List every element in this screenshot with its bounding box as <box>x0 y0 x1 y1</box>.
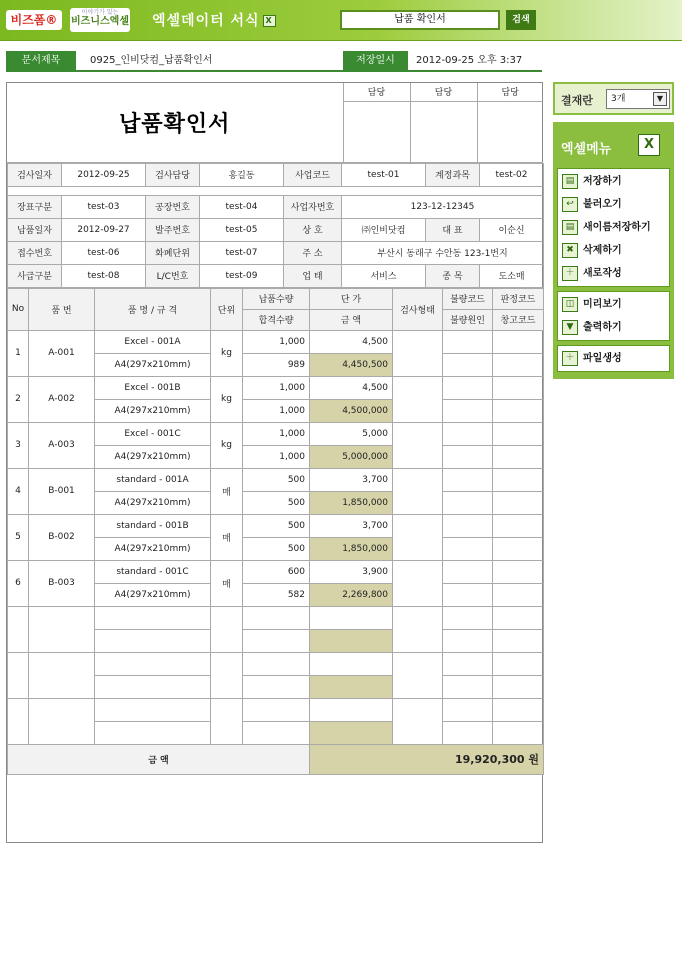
item-code-cell[interactable]: B-002 <box>29 514 95 560</box>
item-name-cell[interactable]: standard - 001C <box>95 560 211 583</box>
approver-3-sign[interactable] <box>477 101 543 162</box>
excel-menu-title: 엑셀메뉴 <box>561 142 612 157</box>
item-name-cell[interactable]: standard - 001A <box>95 468 211 491</box>
item-inspection-cell[interactable] <box>393 514 443 560</box>
trash-icon: ✖ <box>562 243 578 258</box>
item-row <box>8 422 544 445</box>
item-unit-cell[interactable]: kg <box>211 330 243 376</box>
empty-cell[interactable] <box>211 652 243 698</box>
file-create-icon: ＋ <box>562 351 578 366</box>
item-code-cell[interactable]: B-001 <box>29 468 95 514</box>
item-unit-cell[interactable]: kg <box>211 422 243 468</box>
item-warehouse-cell[interactable] <box>493 491 544 514</box>
info-spacer-row <box>8 186 544 195</box>
items-table <box>7 288 544 775</box>
item-pass-qty-cell[interactable]: 1,000 <box>243 445 310 468</box>
doc-title-label: 문서제목 <box>6 51 76 70</box>
col-judge-code: 판정코드 <box>493 288 544 309</box>
empty-cell[interactable] <box>443 629 493 652</box>
info-value[interactable]: 2012-09-25 <box>62 163 146 186</box>
empty-row <box>8 606 544 629</box>
item-spec-cell[interactable]: A4(297x210mm) <box>95 445 211 468</box>
col-passed-qty: 합격수량 <box>243 309 310 330</box>
approval-count-value: 3개 <box>611 94 626 104</box>
item-unit-cell[interactable]: kg <box>211 376 243 422</box>
empty-cell[interactable] <box>443 721 493 744</box>
item-pass-qty-cell[interactable]: 582 <box>243 583 310 606</box>
item-no-cell: 5 <box>8 514 29 560</box>
save-icon: ▤ <box>562 174 578 189</box>
item-defect-reason-cell[interactable] <box>443 583 493 606</box>
item-row <box>8 514 544 537</box>
info-label: L/C번호 <box>146 264 200 287</box>
item-qty-cell[interactable]: 1,000 <box>243 376 310 399</box>
col-defect-code: 불량코드 <box>443 288 493 309</box>
item-code-cell[interactable]: B-003 <box>29 560 95 606</box>
info-value[interactable]: test-04 <box>200 195 284 218</box>
empty-amount-cell <box>310 675 393 698</box>
empty-cell[interactable] <box>443 652 493 675</box>
item-qty-cell[interactable]: 1,000 <box>243 422 310 445</box>
info-value[interactable]: 부산시 동래구 수안동 123-1번지 <box>342 241 544 264</box>
item-pass-qty-cell[interactable]: 500 <box>243 491 310 514</box>
empty-cell[interactable] <box>8 652 29 698</box>
item-defect-reason-cell[interactable] <box>443 353 493 376</box>
empty-cell[interactable] <box>243 606 310 629</box>
empty-cell[interactable] <box>95 606 211 629</box>
menu-item-label: 미리보기 <box>583 299 622 310</box>
item-qty-cell[interactable]: 500 <box>243 514 310 537</box>
empty-cell[interactable] <box>95 675 211 698</box>
item-price-cell[interactable]: 4,500 <box>310 376 393 399</box>
empty-row <box>8 652 544 675</box>
print-icon: ▼ <box>562 320 578 335</box>
form-header-table <box>7 83 543 163</box>
empty-cell[interactable] <box>310 698 393 721</box>
menu-item-trash[interactable] <box>558 239 669 262</box>
item-inspection-cell[interactable] <box>393 560 443 606</box>
info-label: 공장번호 <box>146 195 200 218</box>
bizpum-logo-text: 비즈폼® <box>10 13 58 27</box>
item-judge-code-cell[interactable] <box>493 422 544 445</box>
empty-cell[interactable] <box>243 652 310 675</box>
item-warehouse-cell[interactable] <box>493 537 544 560</box>
info-label: 업 태 <box>284 264 342 287</box>
info-value[interactable]: test-02 <box>480 163 544 186</box>
menu-item-preview[interactable] <box>558 293 669 316</box>
item-row <box>8 468 544 491</box>
empty-cell[interactable] <box>443 698 493 721</box>
item-spec-cell[interactable]: A4(297x210mm) <box>95 353 211 376</box>
item-spec-cell[interactable]: A4(297x210mm) <box>95 537 211 560</box>
item-spec-cell[interactable]: A4(297x210mm) <box>95 491 211 514</box>
item-amount-cell: 1,850,000 <box>310 491 393 514</box>
item-unit-cell[interactable]: 매 <box>211 468 243 514</box>
info-label: 검사일자 <box>8 163 62 186</box>
item-inspection-cell[interactable] <box>393 330 443 376</box>
item-row <box>8 376 544 399</box>
item-no-cell: 4 <box>8 468 29 514</box>
col-defect-reason: 불량원인 <box>443 309 493 330</box>
approval-count-panel <box>553 82 674 115</box>
doc-info-underline <box>6 70 542 72</box>
item-name-cell[interactable]: standard - 001B <box>95 514 211 537</box>
total-amount: 19,920,300 원 <box>310 744 544 774</box>
info-label: 사업자번호 <box>284 195 342 218</box>
doc-title-value: 0925_인비닷컴_납품확인서 <box>90 55 213 66</box>
item-name-cell[interactable]: Excel - 001A <box>95 330 211 353</box>
search-button[interactable]: 검색 <box>506 10 536 30</box>
sidebar <box>553 82 674 379</box>
chevron-down-icon[interactable]: ▼ <box>653 92 667 106</box>
menu-item-label: 출력하기 <box>583 322 622 333</box>
saved-time-value: 2012-09-25 오후 3:37 <box>416 55 523 66</box>
info-value[interactable]: test-03 <box>62 195 146 218</box>
info-label: 대 표 <box>426 218 480 241</box>
empty-cell[interactable] <box>310 652 393 675</box>
info-value[interactable]: test-07 <box>200 241 284 264</box>
item-row <box>8 560 544 583</box>
menu-item-label: 새로작성 <box>583 268 622 279</box>
item-no-cell: 6 <box>8 560 29 606</box>
menu-item-new-document[interactable] <box>558 262 669 285</box>
item-inspection-cell[interactable] <box>393 422 443 468</box>
menu-item-print[interactable] <box>558 316 669 339</box>
info-value[interactable]: 도소매 <box>480 264 544 287</box>
item-defect-code-cell[interactable] <box>443 422 493 445</box>
form-title-cell <box>7 83 343 162</box>
menu-group-file <box>557 168 670 287</box>
col-warehouse-code: 창고코드 <box>493 309 544 330</box>
empty-cell[interactable] <box>8 606 29 652</box>
info-value[interactable]: 2012-09-27 <box>62 218 146 241</box>
info-value[interactable]: test-06 <box>62 241 146 264</box>
top-bar <box>0 0 682 41</box>
info-value[interactable]: 홍길동 <box>200 163 284 186</box>
item-judge-code-cell[interactable] <box>493 560 544 583</box>
info-value[interactable]: test-08 <box>62 264 146 287</box>
load-icon: ↩ <box>562 197 578 212</box>
empty-cell[interactable] <box>493 721 544 744</box>
item-name-cell[interactable]: Excel - 001B <box>95 376 211 399</box>
item-row <box>8 330 544 353</box>
empty-cell[interactable] <box>493 629 544 652</box>
menu-item-file-create[interactable] <box>558 347 669 370</box>
form-title: 납품확인서 <box>119 111 231 137</box>
item-amount-cell: 1,850,000 <box>310 537 393 560</box>
item-defect-code-cell[interactable] <box>443 560 493 583</box>
empty-cell[interactable] <box>29 652 95 698</box>
empty-cell[interactable] <box>493 698 544 721</box>
col-delivered-qty: 납품수량 <box>243 288 310 309</box>
item-pass-qty-cell[interactable]: 989 <box>243 353 310 376</box>
item-amount-cell: 4,500,000 <box>310 399 393 422</box>
item-judge-code-cell[interactable] <box>493 468 544 491</box>
empty-cell[interactable] <box>211 698 243 744</box>
item-price-cell[interactable]: 3,700 <box>310 468 393 491</box>
item-price-cell[interactable]: 4,500 <box>310 330 393 353</box>
excel-menu <box>553 122 674 379</box>
empty-cell[interactable] <box>29 606 95 652</box>
item-unit-cell[interactable]: 매 <box>211 514 243 560</box>
excel-logo-icon: X <box>638 134 660 156</box>
item-warehouse-cell[interactable] <box>493 445 544 468</box>
menu-item-load[interactable] <box>558 193 669 216</box>
app-title <box>152 10 276 30</box>
empty-cell[interactable] <box>393 652 443 698</box>
total-label: 금 액 <box>8 744 310 774</box>
empty-cell[interactable] <box>443 606 493 629</box>
menu-item-label: 삭제하기 <box>583 245 622 256</box>
item-defect-code-cell[interactable] <box>443 330 493 353</box>
item-no-cell: 2 <box>8 376 29 422</box>
info-value[interactable]: 123-12-12345 <box>342 195 544 218</box>
empty-row <box>8 698 544 721</box>
item-price-cell[interactable]: 3,900 <box>310 560 393 583</box>
menu-item-save-as[interactable] <box>558 216 669 239</box>
empty-cell[interactable] <box>310 606 393 629</box>
empty-cell[interactable] <box>443 675 493 698</box>
item-no-cell: 1 <box>8 330 29 376</box>
item-qty-cell[interactable]: 500 <box>243 468 310 491</box>
menu-item-label: 불러오기 <box>583 199 622 210</box>
item-spec-cell[interactable]: A4(297x210mm) <box>95 399 211 422</box>
empty-cell[interactable] <box>95 629 211 652</box>
approver-1-label: 담당 <box>343 83 410 101</box>
search-input[interactable]: 납품 확인서 <box>340 10 500 30</box>
info-label: 접수번호 <box>8 241 62 264</box>
menu-item-save[interactable] <box>558 170 669 193</box>
item-name-cell[interactable]: Excel - 001C <box>95 422 211 445</box>
item-warehouse-cell[interactable] <box>493 353 544 376</box>
biz-excel-logo[interactable] <box>70 8 130 32</box>
approval-count-select[interactable] <box>606 89 670 109</box>
info-value[interactable]: 이순신 <box>480 218 544 241</box>
info-label: 장표구분 <box>8 195 62 218</box>
item-inspection-cell[interactable] <box>393 376 443 422</box>
empty-cell[interactable] <box>243 675 310 698</box>
item-defect-reason-cell[interactable] <box>443 537 493 560</box>
col-amount: 금 액 <box>310 309 393 330</box>
empty-cell[interactable] <box>493 675 544 698</box>
info-value[interactable]: test-05 <box>200 218 284 241</box>
info-label: 종 목 <box>426 264 480 287</box>
empty-cell[interactable] <box>29 698 95 744</box>
menu-item-label: 파일생성 <box>583 353 622 364</box>
info-value[interactable]: test-09 <box>200 264 284 287</box>
saved-time-label: 저장일시 <box>343 51 408 70</box>
empty-cell[interactable] <box>493 606 544 629</box>
item-pass-qty-cell[interactable]: 1,000 <box>243 399 310 422</box>
excel-menu-header <box>557 128 670 164</box>
item-defect-code-cell[interactable] <box>443 468 493 491</box>
col-unit-price: 단 가 <box>310 288 393 309</box>
item-defect-code-cell[interactable] <box>443 514 493 537</box>
preview-icon: ◫ <box>562 297 578 312</box>
item-pass-qty-cell[interactable]: 500 <box>243 537 310 560</box>
info-label: 상 호 <box>284 218 342 241</box>
approver-3-label: 담당 <box>477 83 543 101</box>
empty-cell[interactable] <box>243 721 310 744</box>
item-amount-cell: 2,269,800 <box>310 583 393 606</box>
info-label: 발주번호 <box>146 218 200 241</box>
info-label: 계정과목 <box>426 163 480 186</box>
empty-cell[interactable] <box>393 606 443 652</box>
item-defect-code-cell[interactable] <box>443 376 493 399</box>
item-price-cell[interactable]: 5,000 <box>310 422 393 445</box>
col-unit: 단위 <box>211 288 243 330</box>
item-judge-code-cell[interactable] <box>493 514 544 537</box>
menu-item-label: 저장하기 <box>583 176 622 187</box>
empty-cell[interactable] <box>393 698 443 744</box>
item-no-cell: 3 <box>8 422 29 468</box>
info-label: 검사담당 <box>146 163 200 186</box>
item-warehouse-cell[interactable] <box>493 583 544 606</box>
col-item-no: 품 번 <box>29 288 95 330</box>
item-qty-cell[interactable]: 600 <box>243 560 310 583</box>
item-judge-code-cell[interactable] <box>493 376 544 399</box>
excel-icon: X <box>263 15 276 27</box>
item-inspection-cell[interactable] <box>393 468 443 514</box>
empty-cell[interactable] <box>95 652 211 675</box>
menu-group-print <box>557 291 670 341</box>
info-value[interactable]: ㈜인비닷컴 <box>342 218 426 241</box>
biz-excel-logo-sub: 이야기가 있는 <box>81 9 119 16</box>
approver-2-sign[interactable] <box>410 101 477 162</box>
info-label: 납품일자 <box>8 218 62 241</box>
item-unit-cell[interactable]: 매 <box>211 560 243 606</box>
item-code-cell[interactable]: A-001 <box>29 330 95 376</box>
col-name-spec: 품 명 / 규 격 <box>95 288 211 330</box>
empty-cell[interactable] <box>95 698 211 721</box>
approver-1-sign[interactable] <box>343 101 410 162</box>
menu-item-label: 새이름저장하기 <box>583 222 651 233</box>
item-code-cell[interactable]: A-002 <box>29 376 95 422</box>
item-amount-cell: 5,000,000 <box>310 445 393 468</box>
menu-group-export <box>557 345 670 372</box>
info-label: 주 소 <box>284 241 342 264</box>
info-label: 사업코드 <box>284 163 342 186</box>
biz-excel-logo-text: 비즈니스엑셀 <box>71 16 129 27</box>
info-label: 화폐단위 <box>146 241 200 264</box>
empty-amount-cell <box>310 721 393 744</box>
item-qty-cell[interactable]: 1,000 <box>243 330 310 353</box>
col-no: No <box>8 288 29 330</box>
item-amount-cell: 4,450,500 <box>310 353 393 376</box>
empty-amount-cell <box>310 629 393 652</box>
form-info-table <box>7 163 544 288</box>
empty-cell[interactable] <box>211 606 243 652</box>
item-warehouse-cell[interactable] <box>493 399 544 422</box>
empty-cell[interactable] <box>243 698 310 721</box>
item-spec-cell[interactable]: A4(297x210mm) <box>95 583 211 606</box>
approver-2-label: 담당 <box>410 83 477 101</box>
info-value[interactable]: test-01 <box>342 163 426 186</box>
bizpum-logo[interactable] <box>6 10 62 30</box>
item-price-cell[interactable]: 3,700 <box>310 514 393 537</box>
new-document-icon: ＋ <box>562 266 578 281</box>
item-defect-reason-cell[interactable] <box>443 445 493 468</box>
approval-count-label: 결재란 <box>561 94 593 107</box>
delivery-confirmation-form <box>6 82 543 843</box>
empty-cell[interactable] <box>8 698 29 744</box>
app-title-text: 엑셀데이터 서식 <box>152 13 260 29</box>
empty-cell[interactable] <box>95 721 211 744</box>
col-inspection: 검사형태 <box>393 288 443 330</box>
items-body <box>8 330 544 744</box>
item-defect-reason-cell[interactable] <box>443 491 493 514</box>
item-code-cell[interactable]: A-003 <box>29 422 95 468</box>
info-value[interactable]: 서비스 <box>342 264 426 287</box>
empty-cell[interactable] <box>493 652 544 675</box>
item-defect-reason-cell[interactable] <box>443 399 493 422</box>
save-as-icon: ▤ <box>562 220 578 235</box>
item-judge-code-cell[interactable] <box>493 330 544 353</box>
empty-cell[interactable] <box>243 629 310 652</box>
info-label: 사급구분 <box>8 264 62 287</box>
